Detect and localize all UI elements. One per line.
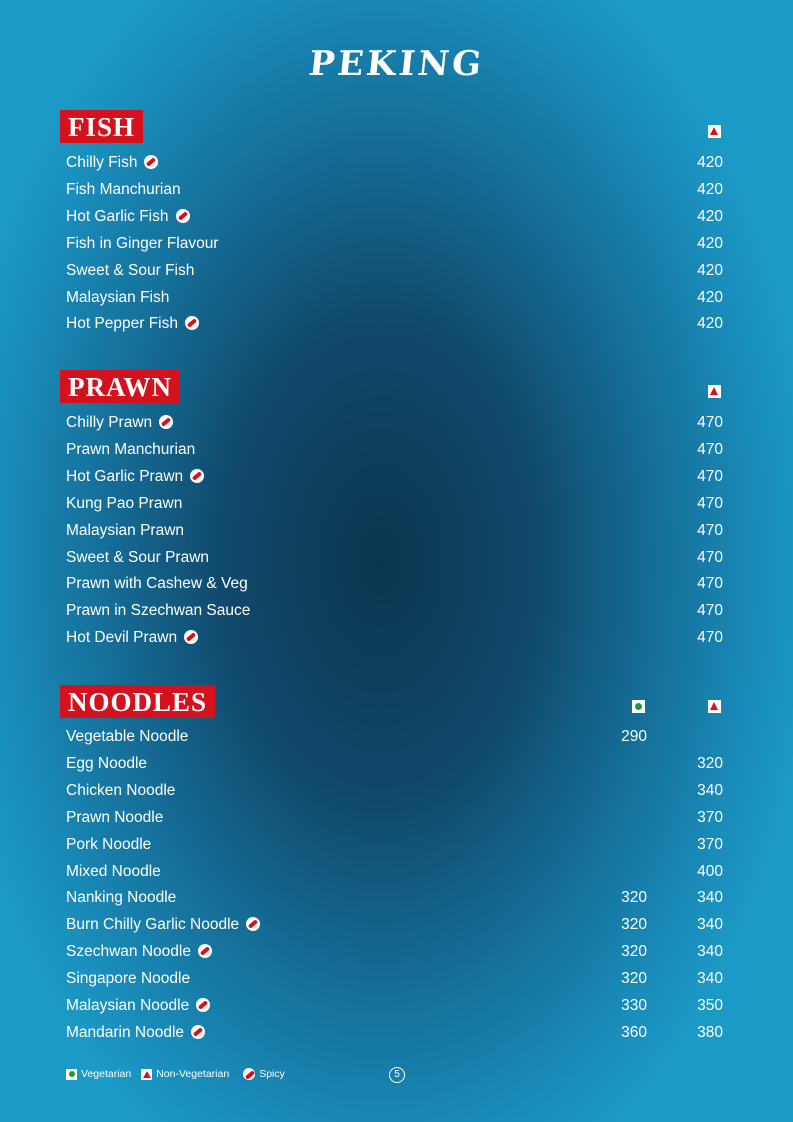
item-name-text: Hot Garlic Prawn [66, 467, 184, 485]
spicy-icon [185, 316, 199, 330]
vegetarian-icon [632, 700, 645, 713]
item-name [66, 257, 194, 284]
spicy-icon [159, 415, 173, 429]
item-name-text: Malaysian Noodle [66, 997, 190, 1014]
item-name-text: Chilly Fish [66, 154, 138, 171]
item-name [66, 463, 204, 490]
item-name [66, 777, 175, 804]
non-veg-price: 380 [697, 1023, 723, 1041]
item-name-text: Prawn with Cashew & Veg [66, 575, 248, 593]
non-vegetarian-icon [708, 700, 721, 713]
item-name [66, 992, 210, 1019]
item-name [66, 176, 181, 203]
veg-price: 320 [621, 916, 647, 934]
menu-item [0, 517, 793, 544]
non-vegetarian-icon [708, 385, 721, 398]
spicy-icon [198, 944, 212, 958]
item-name-text: Kung Pao Prawn [66, 494, 183, 512]
legend [66, 1068, 291, 1080]
legend-spicy: Spicy [259, 1068, 285, 1080]
item-name-text: Fish in Ginger Flavour [66, 234, 219, 252]
page-title: PEKING [306, 44, 487, 84]
item-name [66, 310, 199, 337]
item-name [66, 544, 209, 571]
item-name-text: Hot Pepper Fish [66, 315, 178, 333]
menu-item [0, 884, 793, 911]
menu-item [0, 490, 793, 517]
non-veg-price: 420 [697, 261, 723, 279]
menu-item [0, 723, 793, 750]
item-name [66, 436, 195, 463]
non-veg-price: 340 [697, 943, 723, 961]
menu-item [0, 750, 793, 777]
non-veg-price: 420 [697, 154, 723, 171]
menu-item [0, 992, 793, 1019]
veg-price: 320 [621, 889, 647, 907]
item-name [66, 884, 176, 911]
item-name [66, 149, 158, 176]
item-name-text: Pork Noodle [66, 835, 152, 853]
non-vegetarian-icon [708, 125, 721, 138]
item-name-text: Singapore Noodle [66, 970, 191, 988]
non-veg-price: 340 [697, 970, 723, 988]
menu-item [0, 570, 793, 597]
item-name [66, 831, 151, 858]
item-name-text: Szechwan Noodle [66, 943, 191, 961]
item-name-text: Prawn in Szechwan Sauce [66, 602, 251, 620]
non-vegetarian-icon [141, 1069, 152, 1080]
item-name-text: Malaysian Fish [66, 288, 170, 306]
non-veg-price: 470 [697, 521, 723, 539]
item-name [66, 284, 169, 311]
item-name [66, 597, 250, 624]
veg-price: 330 [621, 997, 647, 1014]
item-name-text: Hot Garlic Fish [66, 207, 169, 225]
spicy-icon [246, 917, 260, 931]
item-name-text: Vegetable Noodle [66, 728, 189, 745]
menu-item [0, 858, 793, 885]
non-veg-price: 420 [697, 180, 723, 198]
item-name-text: Mandarin Noodle [66, 1023, 185, 1041]
non-veg-price: 470 [697, 575, 723, 593]
menu-item [0, 149, 793, 176]
spicy-icon [184, 630, 198, 644]
menu-item [0, 965, 793, 992]
menu-item [0, 230, 793, 257]
item-name [66, 804, 163, 831]
menu-item [0, 597, 793, 624]
non-veg-price: 320 [697, 754, 723, 772]
veg-price: 360 [621, 1023, 647, 1041]
item-name [66, 230, 218, 257]
non-veg-price: 470 [697, 602, 723, 620]
item-name [66, 409, 173, 436]
non-veg-price: 420 [697, 315, 723, 333]
item-name [66, 750, 147, 777]
non-veg-price: 470 [697, 467, 723, 485]
menu-item [0, 284, 793, 311]
item-name [66, 517, 184, 544]
non-veg-price: 470 [697, 629, 723, 647]
item-name [66, 911, 260, 938]
menu-item [0, 203, 793, 230]
non-veg-price: 340 [697, 889, 723, 907]
item-name-text: Chilly Prawn [66, 414, 153, 431]
item-name [66, 570, 248, 597]
menu-item [0, 544, 793, 571]
veg-price: 290 [621, 728, 647, 745]
non-veg-price: 470 [697, 414, 723, 431]
item-name [66, 965, 190, 992]
page-number: 5 [389, 1067, 405, 1083]
non-veg-price: 470 [697, 548, 723, 566]
item-name-text: Chicken Noodle [66, 781, 176, 799]
legend-vegetarian: Vegetarian [81, 1068, 132, 1080]
non-veg-price: 420 [697, 234, 723, 252]
menu-item [0, 831, 793, 858]
non-veg-price: 370 [697, 808, 723, 826]
menu-item [0, 624, 793, 651]
menu-item [0, 257, 793, 284]
spicy-icon [191, 1025, 205, 1039]
item-name-text: Burn Chilly Garlic Noodle [66, 916, 240, 934]
item-name-text: Sweet & Sour Fish [66, 261, 195, 279]
non-veg-price: 350 [697, 997, 723, 1014]
item-name [66, 938, 212, 965]
item-name-text: Nanking Noodle [66, 889, 177, 907]
spicy-icon [196, 998, 210, 1012]
item-name-text: Hot Devil Prawn [66, 629, 178, 647]
item-name-text: Prawn Manchurian [66, 440, 196, 458]
non-veg-price: 470 [697, 494, 723, 512]
menu-item [0, 911, 793, 938]
non-veg-price: 470 [697, 440, 723, 458]
non-veg-price: 340 [697, 781, 723, 799]
menu-item [0, 176, 793, 203]
item-name-text: Egg Noodle [66, 754, 148, 772]
menu-item [0, 938, 793, 965]
menu-item [0, 436, 793, 463]
menu-item [0, 409, 793, 436]
menu-item [0, 1019, 793, 1046]
section-header: NOODLES [60, 685, 215, 718]
veg-price: 320 [621, 943, 647, 961]
menu-item [0, 804, 793, 831]
non-veg-price: 340 [697, 916, 723, 934]
item-name [66, 723, 188, 750]
section-header: FISH [60, 110, 143, 143]
item-name-text: Mixed Noodle [66, 862, 161, 880]
menu-item [0, 463, 793, 490]
non-veg-price: 420 [697, 207, 723, 225]
non-veg-price: 400 [697, 862, 723, 880]
item-name [66, 624, 198, 651]
item-name [66, 858, 161, 885]
veg-price: 320 [621, 970, 647, 988]
spicy-icon [190, 469, 204, 483]
menu-item [0, 310, 793, 337]
section-header: PRAWN [60, 370, 180, 403]
non-veg-price: 420 [697, 288, 723, 306]
spicy-icon [243, 1068, 255, 1080]
menu-item [0, 777, 793, 804]
legend-non-vegetarian: Non-Vegetarian [156, 1068, 230, 1080]
item-name-text: Sweet & Sour Prawn [66, 548, 210, 566]
item-name [66, 490, 182, 517]
vegetarian-icon [66, 1069, 77, 1080]
spicy-icon [176, 209, 190, 223]
item-name [66, 1019, 205, 1046]
non-veg-price: 370 [697, 835, 723, 853]
spicy-icon [144, 155, 158, 169]
item-name-text: Prawn Noodle [66, 808, 164, 826]
item-name [66, 203, 190, 230]
item-name-text: Fish Manchurian [66, 180, 181, 198]
item-name-text: Malaysian Prawn [66, 521, 185, 539]
